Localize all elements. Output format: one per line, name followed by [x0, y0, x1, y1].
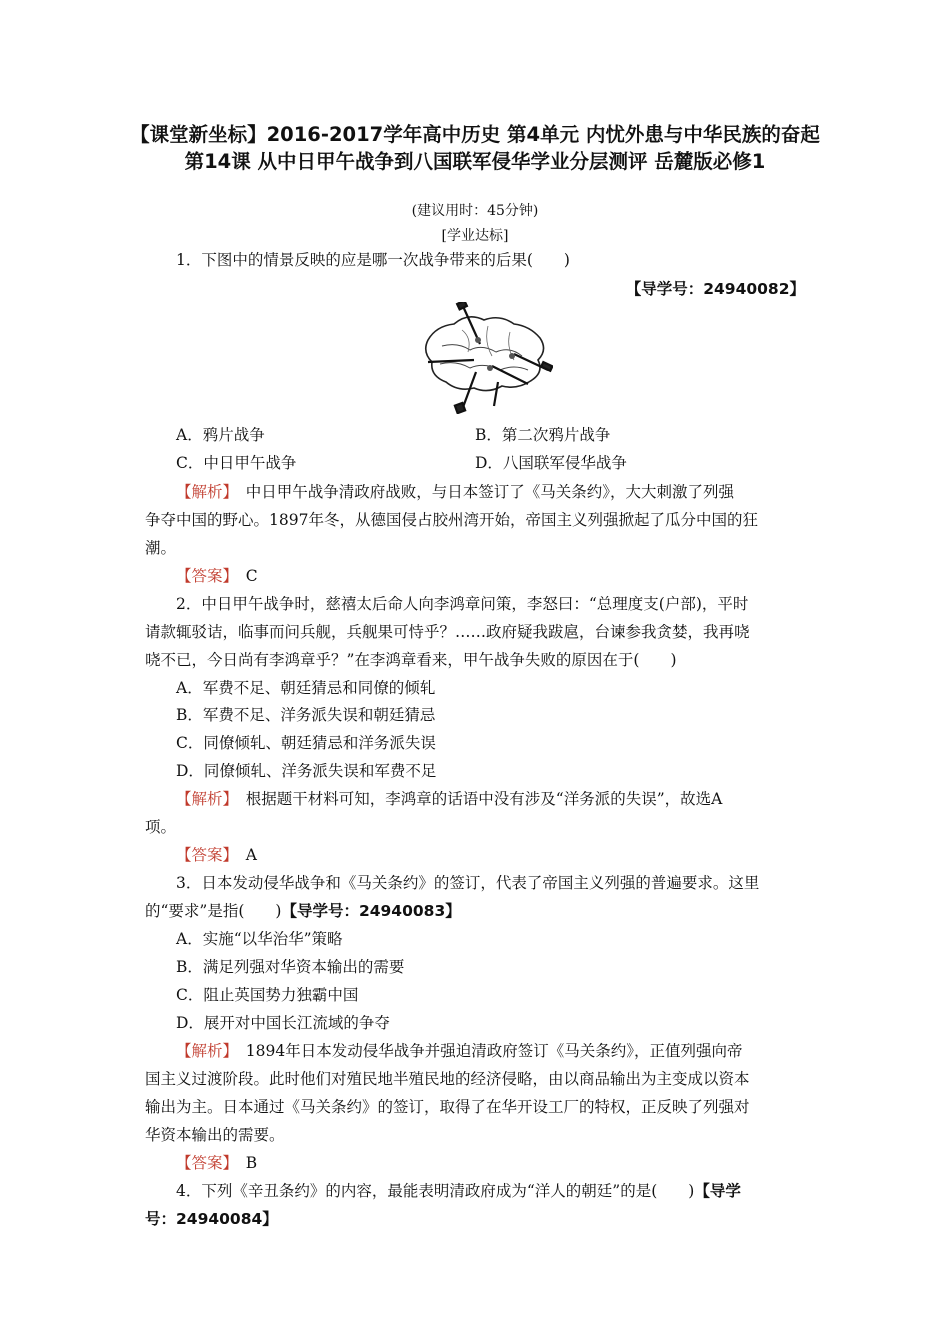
section-heading: [学业达标] — [441, 228, 509, 244]
q1-stem: 1．下图中的情景反映的应是哪一次战争带来的后果( ) — [176, 251, 570, 269]
analysis-tag: 【解析】 — [176, 790, 231, 808]
q4-stem-line-1: 4．下列《辛丑条约》的内容，最能表明清政府成为“洋人的朝廷”的是( )【导学 — [176, 1182, 741, 1200]
q3-analysis-line-4: 华资本输出的需要。 — [145, 1126, 285, 1144]
q2-option-a: A．军费不足、朝廷猜忌和同僚的倾轧 — [176, 679, 436, 697]
q2-stem-line-1: 2．中日甲午战争时，慈禧太后命人向李鸿章问策，李怒曰：“总理度支(户部)，平时 — [176, 595, 749, 613]
q2-option-b: B．军费不足、洋务派失误和朝廷猜忌 — [176, 706, 436, 724]
q1-option-d: D．八国联军侵华战争 — [475, 454, 627, 472]
q3-analysis-line-3: 输出为主。日本通过《马关条约》的签订，取得了在华开设工厂的特权，正反映了列强对 — [145, 1098, 750, 1116]
q3-option-d: D．展开对中国长江流域的争夺 — [176, 1014, 390, 1032]
q3-option-a: A．实施“以华治华”策略 — [176, 930, 343, 948]
q3-analysis-line-2: 国主义过渡阶段。此时他们对殖民地半殖民地的经济侵略，由以商品输出为主变成以资本 — [145, 1070, 750, 1088]
q3-guide-number: 【导学号：24940083】 — [281, 902, 461, 920]
q2-option-c: C．同僚倾轧、朝廷猜忌和洋务派失误 — [176, 734, 436, 752]
q2-option-d: D．同僚倾轧、洋务派失误和军费不足 — [176, 762, 437, 780]
answer-tag: 【答案】 — [176, 1154, 231, 1172]
q2-analysis-line-2: 项。 — [145, 818, 177, 836]
answer-tag: 【答案】 — [176, 846, 231, 864]
q2-stem-line-3: 哓不已，今日尚有李鸿章乎？”在李鸿章看来，甲午战争失败的原因在于( ) — [145, 651, 677, 669]
q1-option-a: A．鸦片战争 — [176, 426, 265, 444]
q1-analysis-line-3: 潮。 — [145, 539, 177, 557]
q1-option-b: B．第二次鸦片战争 — [475, 426, 611, 444]
q1-analysis-line-2: 争夺中国的野心。1897年冬，从德国侵占胶州湾开始，帝国主义列强掀起了瓜分中国的狂 — [145, 511, 758, 529]
q3-analysis-line-1: 【解析】 1894年日本发动侵华战争并强迫清政府签订《马关条约》，正值列强向帝 — [176, 1042, 743, 1060]
q4-guide-number-part-1: 【导学 — [694, 1182, 741, 1200]
q1-option-c: C．中日甲午战争 — [176, 454, 297, 472]
q4-guide-number-part-2: 号：24940084】 — [145, 1210, 278, 1228]
document-title: 【课堂新坐标】2016-2017学年高中历史 第4单元 内忧外患与中华民族的奋起 第14课 从中日甲午战争到八国联军侵华学业分层测评 岳麓版必修1 — [130, 123, 820, 173]
q2-answer: 【答案】 A — [176, 846, 257, 864]
q1-answer: 【答案】 C — [176, 567, 258, 585]
q2-analysis-line-1: 【解析】 根据题干材料可知，李鸿章的话语中没有涉及“洋务派的失误”，故选A — [176, 790, 723, 808]
q3-answer: 【答案】 B — [176, 1154, 258, 1172]
q3-option-b: B．满足列强对华资本输出的需要 — [176, 958, 405, 976]
answer-tag: 【答案】 — [176, 567, 231, 585]
analysis-tag: 【解析】 — [176, 1042, 231, 1060]
q3-stem-line-1: 3．日本发动侵华战争和《马关条约》的签订，代表了帝国主义列强的普遍要求。这里 — [176, 874, 760, 892]
q3-stem-line-2: 的“要求”是指( )【导学号：24940083】 — [145, 902, 461, 920]
q1-analysis-line-1: 【解析】 中日甲午战争清政府战败，与日本签订了《马关条约》，大大刺激了列强 — [176, 483, 735, 501]
analysis-tag: 【解析】 — [176, 483, 231, 501]
q3-option-c: C．阻止英国势力独霸中国 — [176, 986, 359, 1004]
q2-stem-line-2: 请款辄驳诘，临事而问兵舰，兵舰果可恃乎？……政府疑我跋扈，台谏参我贪婪，我再哓 — [145, 623, 750, 641]
q1-guide-number: 【导学号：24940082】 — [625, 280, 805, 298]
time-hint: (建议用时：45分钟) — [411, 203, 539, 219]
china-map-cartoon-image — [418, 302, 553, 414]
